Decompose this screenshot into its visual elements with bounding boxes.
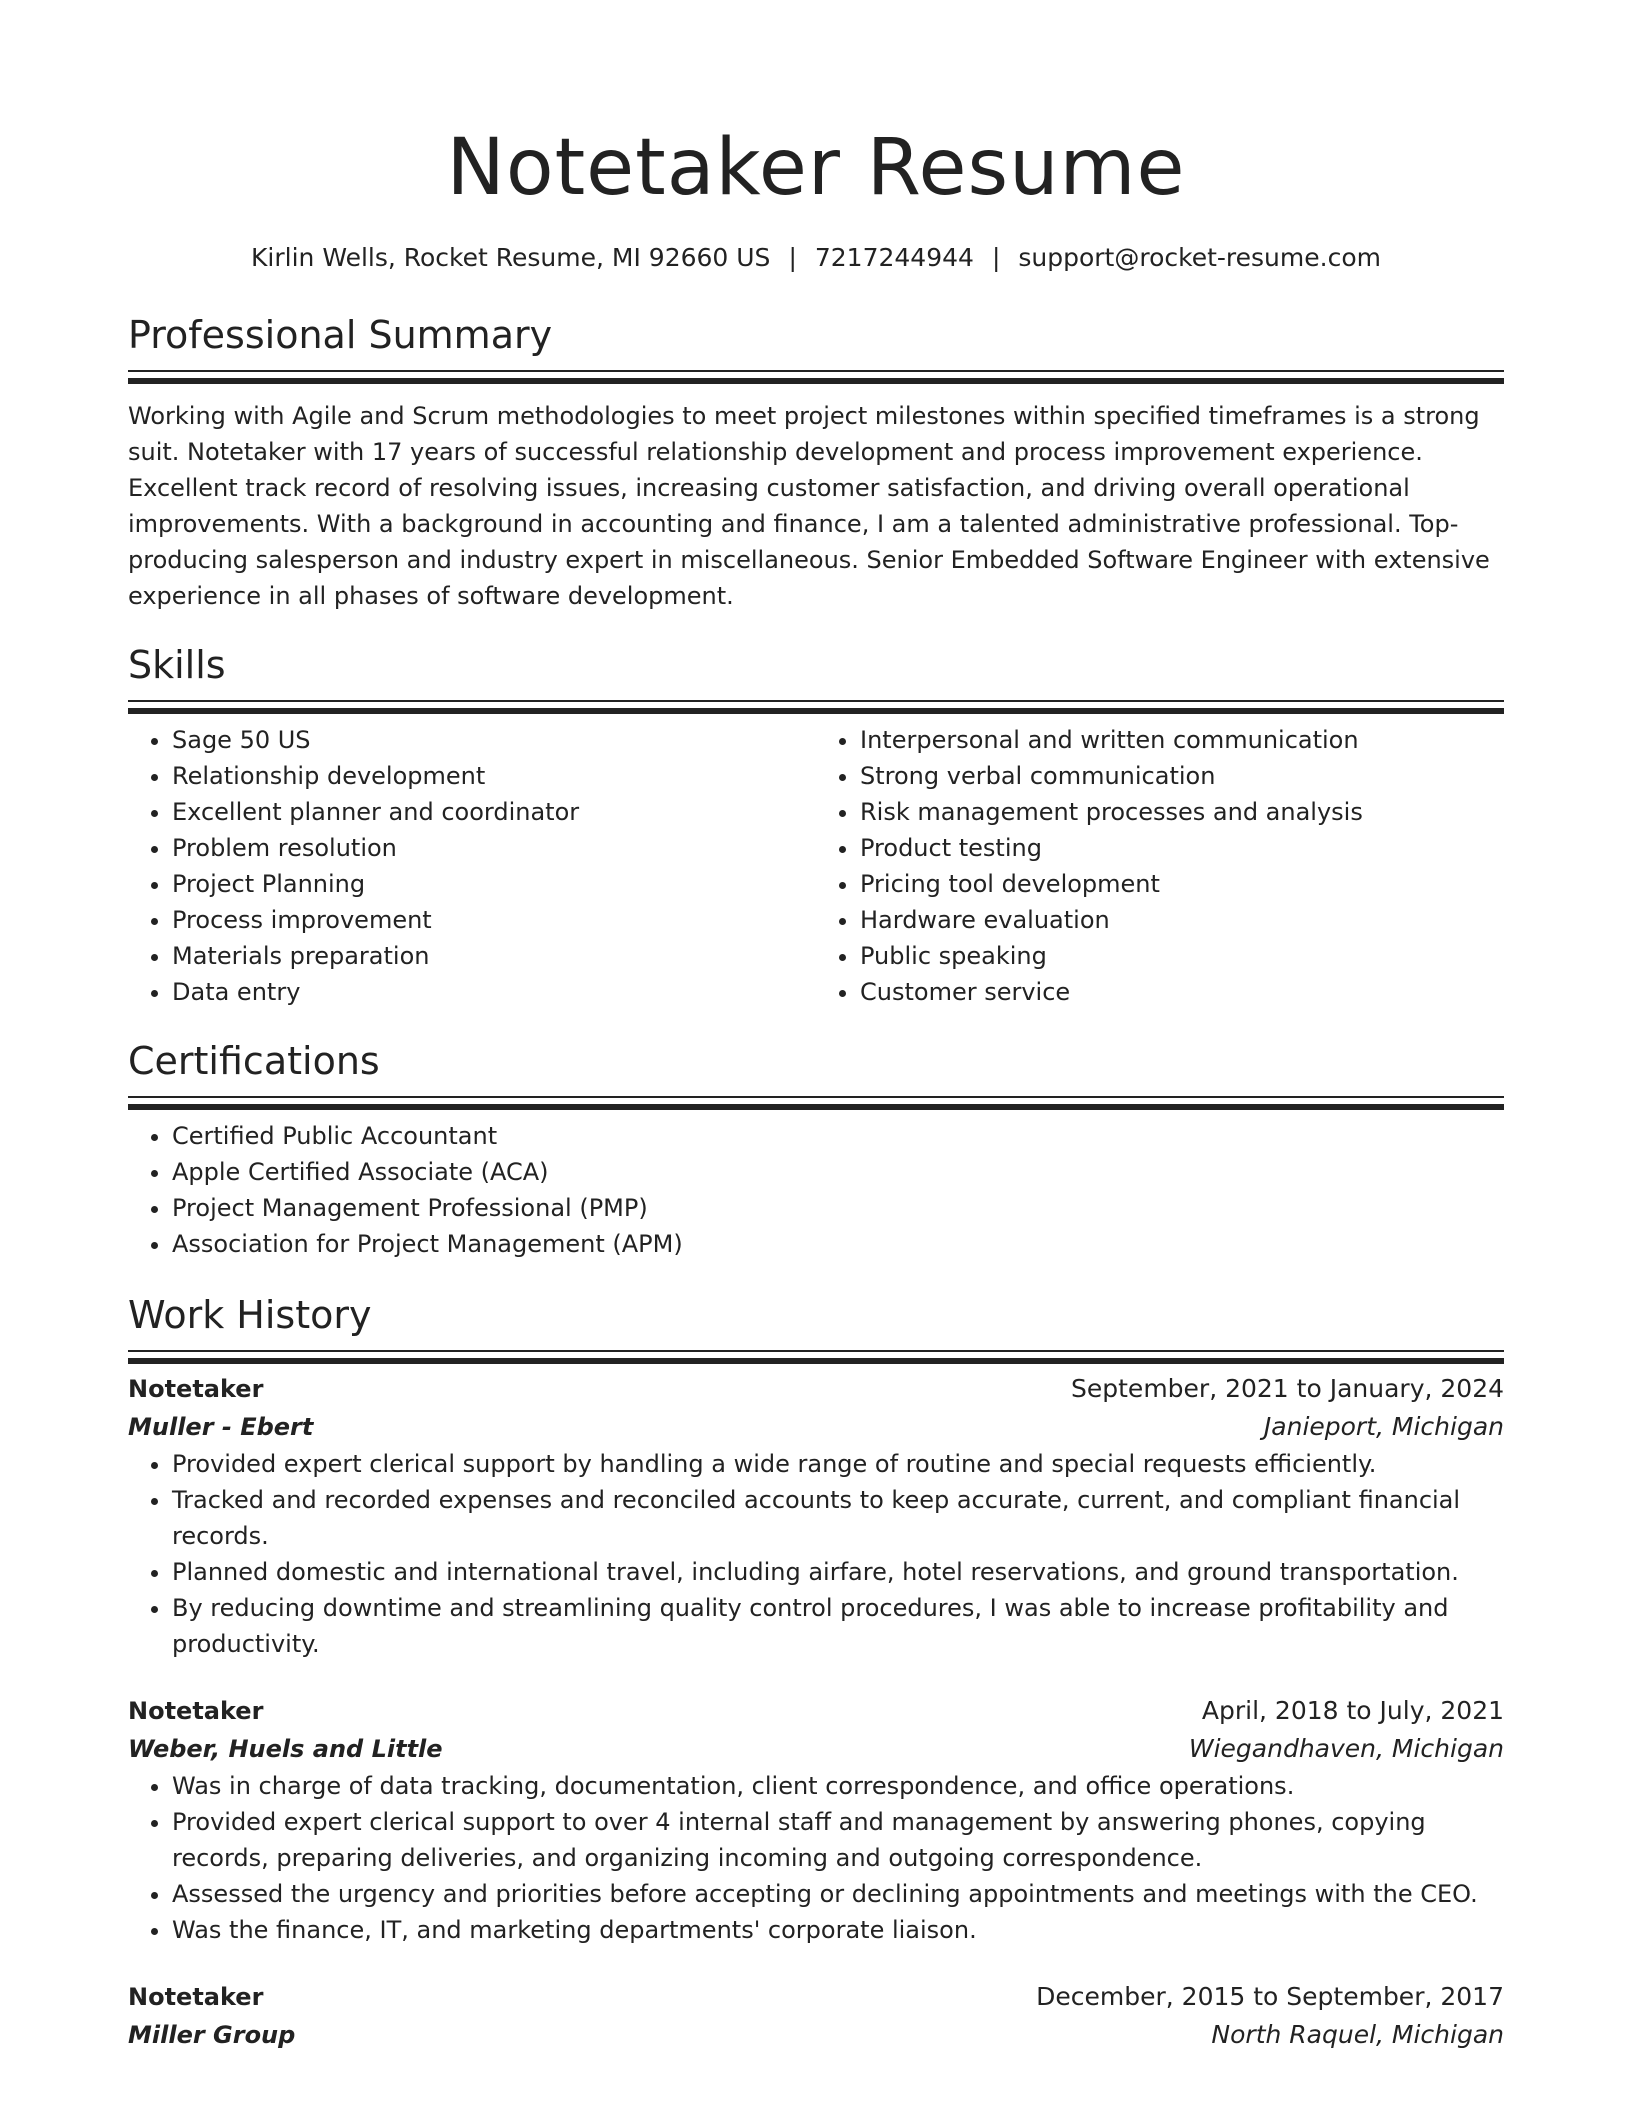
job-bullet: • Was the finance, IT, and marketing departments' corporate liaison. <box>172 1912 1504 1948</box>
job-company-row <box>128 1730 1504 1768</box>
skill-item: • Problem resolution <box>172 830 816 866</box>
skill-item: • Excellent planner and coordinator <box>172 794 816 830</box>
job-location: North Raquel, Michigan <box>1211 2020 1504 2049</box>
skills-section <box>128 642 1504 1010</box>
contact-email: support@rocket-resume.com <box>1018 243 1381 272</box>
section-divider <box>128 700 1504 702</box>
contact-line <box>128 242 1504 274</box>
skills-column-right <box>816 722 1504 1010</box>
skill-item: • Public speaking <box>860 938 1504 974</box>
skill-item: • Hardware evaluation <box>860 902 1504 938</box>
certification-item: • Association for Project Management (APM) <box>172 1226 1504 1262</box>
job-dates: December, 2015 to September, 2017 <box>1036 1982 1504 2011</box>
job-entry <box>128 1978 1504 2054</box>
contact-separator: | <box>991 243 1001 272</box>
certifications-list <box>128 1118 1504 1262</box>
skill-item: • Pricing tool development <box>860 866 1504 902</box>
skill-item: • Relationship development <box>172 758 816 794</box>
job-dates: April, 2018 to July, 2021 <box>1201 1696 1504 1725</box>
skill-item: • Data entry <box>172 974 816 1010</box>
summary-section <box>128 312 1504 614</box>
job-header-row <box>128 1692 1504 1730</box>
job-company: Muller - Ebert <box>128 1413 314 1441</box>
page-title: Notetaker Resume <box>446 123 1186 213</box>
certification-item: • Apple Certified Associate (ACA) <box>172 1154 1504 1190</box>
skill-item: • Sage 50 US <box>172 722 816 758</box>
job-bullet: • Tracked and recorded expenses and reconciled accounts to keep accurate, current, and compliant financial records. <box>172 1482 1504 1554</box>
section-heading-summary: Professional Summary <box>128 313 553 357</box>
skill-item: • Strong verbal communication <box>860 758 1504 794</box>
certification-item: • Project Management Professional (PMP) <box>172 1190 1504 1226</box>
skill-item: • Interpersonal and written communication <box>860 722 1504 758</box>
section-divider <box>128 370 1504 372</box>
job-title: Notetaker <box>128 1697 264 1725</box>
job-company: Weber, Huels and Little <box>128 1735 443 1763</box>
section-divider <box>128 1096 1504 1098</box>
job-title: Notetaker <box>128 1983 264 2011</box>
job-bullet: • Provided expert clerical support by handling a wide range of routine and special requests efficiently. <box>172 1446 1504 1482</box>
job-bullet: • Planned domestic and international travel, including airfare, hotel reservations, and ground transportation. <box>172 1554 1504 1590</box>
job-location: Janieport, Michigan <box>1263 1412 1504 1441</box>
job-company: Miller Group <box>128 2021 296 2049</box>
job-bullet: • Was in charge of data tracking, documentation, client correspondence, and office operations. <box>172 1768 1504 1804</box>
skill-item: • Materials preparation <box>172 938 816 974</box>
job-title: Notetaker <box>128 1375 264 1403</box>
skill-item: • Risk management processes and analysis <box>860 794 1504 830</box>
work-history-section <box>128 1292 1504 2054</box>
job-dates: September, 2021 to January, 2024 <box>1071 1374 1504 1403</box>
contact-separator: | <box>788 243 797 272</box>
job-company-row <box>128 1408 1504 1446</box>
summary-text: Working with Agile and Scrum methodologies to meet project milestones within specified timeframes is a strong suit. Notetaker with 17 years of successful relationship development and process improvement experience. Excellent track record of resolving issues, increasing customer satisfaction, and driving overall operational improvements. With a background in accounting and finance, I am a talented administrative professional. Top-producing salesperson and industry expert in miscellaneous. Senior Embedded Software Engineer with extensive experience in all phases of software development. <box>128 402 1490 610</box>
certifications-section <box>128 1038 1504 1262</box>
contact-phone: 7217244944 <box>814 243 974 272</box>
section-divider <box>128 1350 1504 1352</box>
job-entry <box>128 1370 1504 1662</box>
job-company-row <box>128 2016 1504 2054</box>
resume-page <box>128 0 1504 2054</box>
job-bullet: • By reducing downtime and streamlining quality control procedures, I was able to increase profitability and productivity. <box>172 1590 1504 1662</box>
job-header-row <box>128 1370 1504 1408</box>
certification-item: • Certified Public Accountant <box>172 1118 1504 1154</box>
contact-address: Kirlin Wells, Rocket Resume, MI 92660 US <box>251 243 771 272</box>
job-bullet: • Provided expert clerical support to over 4 internal staff and management by answering phones, copying records, preparing deliveries, and organizing incoming and outgoing correspondence. <box>172 1804 1504 1876</box>
job-bullet: • Assessed the urgency and priorities before accepting or declining appointments and meetings with the CEO. <box>172 1876 1504 1912</box>
skill-item: • Customer service <box>860 974 1504 1010</box>
section-heading-skills: Skills <box>128 643 226 687</box>
skill-item: • Process improvement <box>172 902 816 938</box>
job-header-row <box>128 1978 1504 2016</box>
job-location: Wiegandhaven, Michigan <box>1188 1734 1504 1763</box>
section-heading-work-history: Work History <box>128 1293 372 1337</box>
skill-item: • Product testing <box>860 830 1504 866</box>
section-heading-certifications: Certifications <box>128 1039 380 1083</box>
job-entry <box>128 1692 1504 1948</box>
skill-item: • Project Planning <box>172 866 816 902</box>
skills-columns <box>128 722 1504 1010</box>
job-bullets <box>128 1768 1504 1948</box>
skills-column-left <box>128 722 816 1010</box>
job-bullets <box>128 1446 1504 1662</box>
